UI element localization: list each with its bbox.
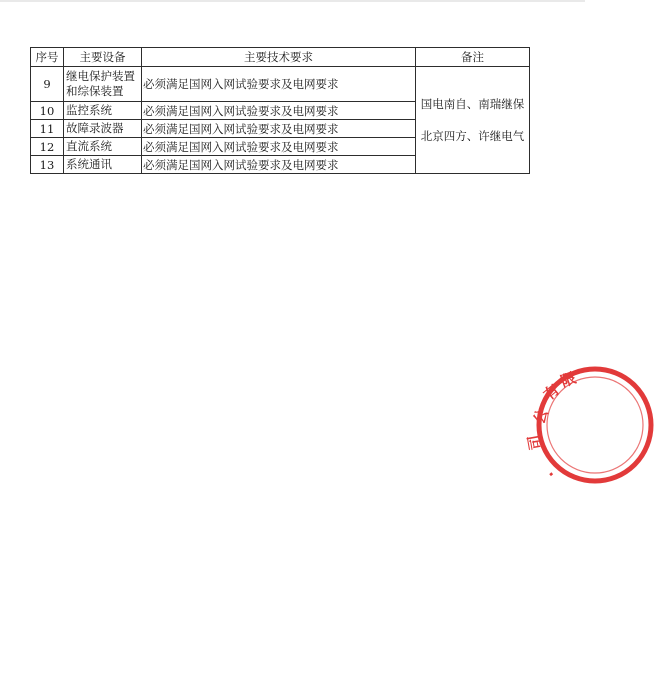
note-cell bbox=[416, 67, 530, 174]
row-device: 监控系统 bbox=[64, 102, 142, 120]
table-row bbox=[31, 67, 530, 102]
svg-text:司: 司 bbox=[524, 433, 545, 452]
row-requirement: 必须满足国网入网试验要求及电网要求 bbox=[142, 138, 416, 156]
company-seal-stamp bbox=[524, 365, 655, 485]
note-line: 北京四方、许继电气 bbox=[420, 129, 525, 143]
row-requirement: 必须满足国网入网试验要求及电网要求 bbox=[142, 120, 416, 138]
header-device: 主要设备 bbox=[64, 48, 142, 67]
row-requirement: 必须满足国网入网试验要求及电网要求 bbox=[142, 67, 416, 102]
row-device: 直流系统 bbox=[64, 138, 142, 156]
equipment-requirements-table bbox=[30, 47, 530, 174]
row-seq: 13 bbox=[31, 156, 64, 174]
svg-text:·: · bbox=[542, 466, 561, 482]
seal-lettering bbox=[525, 369, 579, 482]
row-device-line: 和综保装置 bbox=[66, 84, 124, 98]
row-device: 系统通讯 bbox=[64, 156, 142, 174]
row-seq: 9 bbox=[31, 67, 64, 102]
row-seq: 11 bbox=[31, 120, 64, 138]
row-requirement: 必须满足国网入网试验要求及电网要求 bbox=[142, 102, 416, 120]
row-seq: 10 bbox=[31, 102, 64, 120]
row-requirement: 必须满足国网入网试验要求及电网要求 bbox=[142, 156, 416, 174]
seal-inner-ring bbox=[547, 377, 643, 473]
svg-text:有: 有 bbox=[540, 380, 564, 405]
header-requirement: 主要技术要求 bbox=[142, 48, 416, 67]
row-seq: 12 bbox=[31, 138, 64, 156]
row-device: 故障录波器 bbox=[64, 120, 142, 138]
svg-text:公: 公 bbox=[529, 406, 552, 427]
row-device-line: 继电保护装置 bbox=[66, 69, 135, 83]
header-note: 备注 bbox=[416, 48, 530, 67]
header-seq: 序号 bbox=[31, 48, 64, 67]
svg-text:限: 限 bbox=[558, 368, 579, 391]
row-device bbox=[64, 67, 142, 102]
note-line: 国电南自、南瑞继保 bbox=[420, 97, 525, 111]
table-header-row bbox=[31, 48, 530, 67]
scan-edge bbox=[0, 0, 585, 2]
